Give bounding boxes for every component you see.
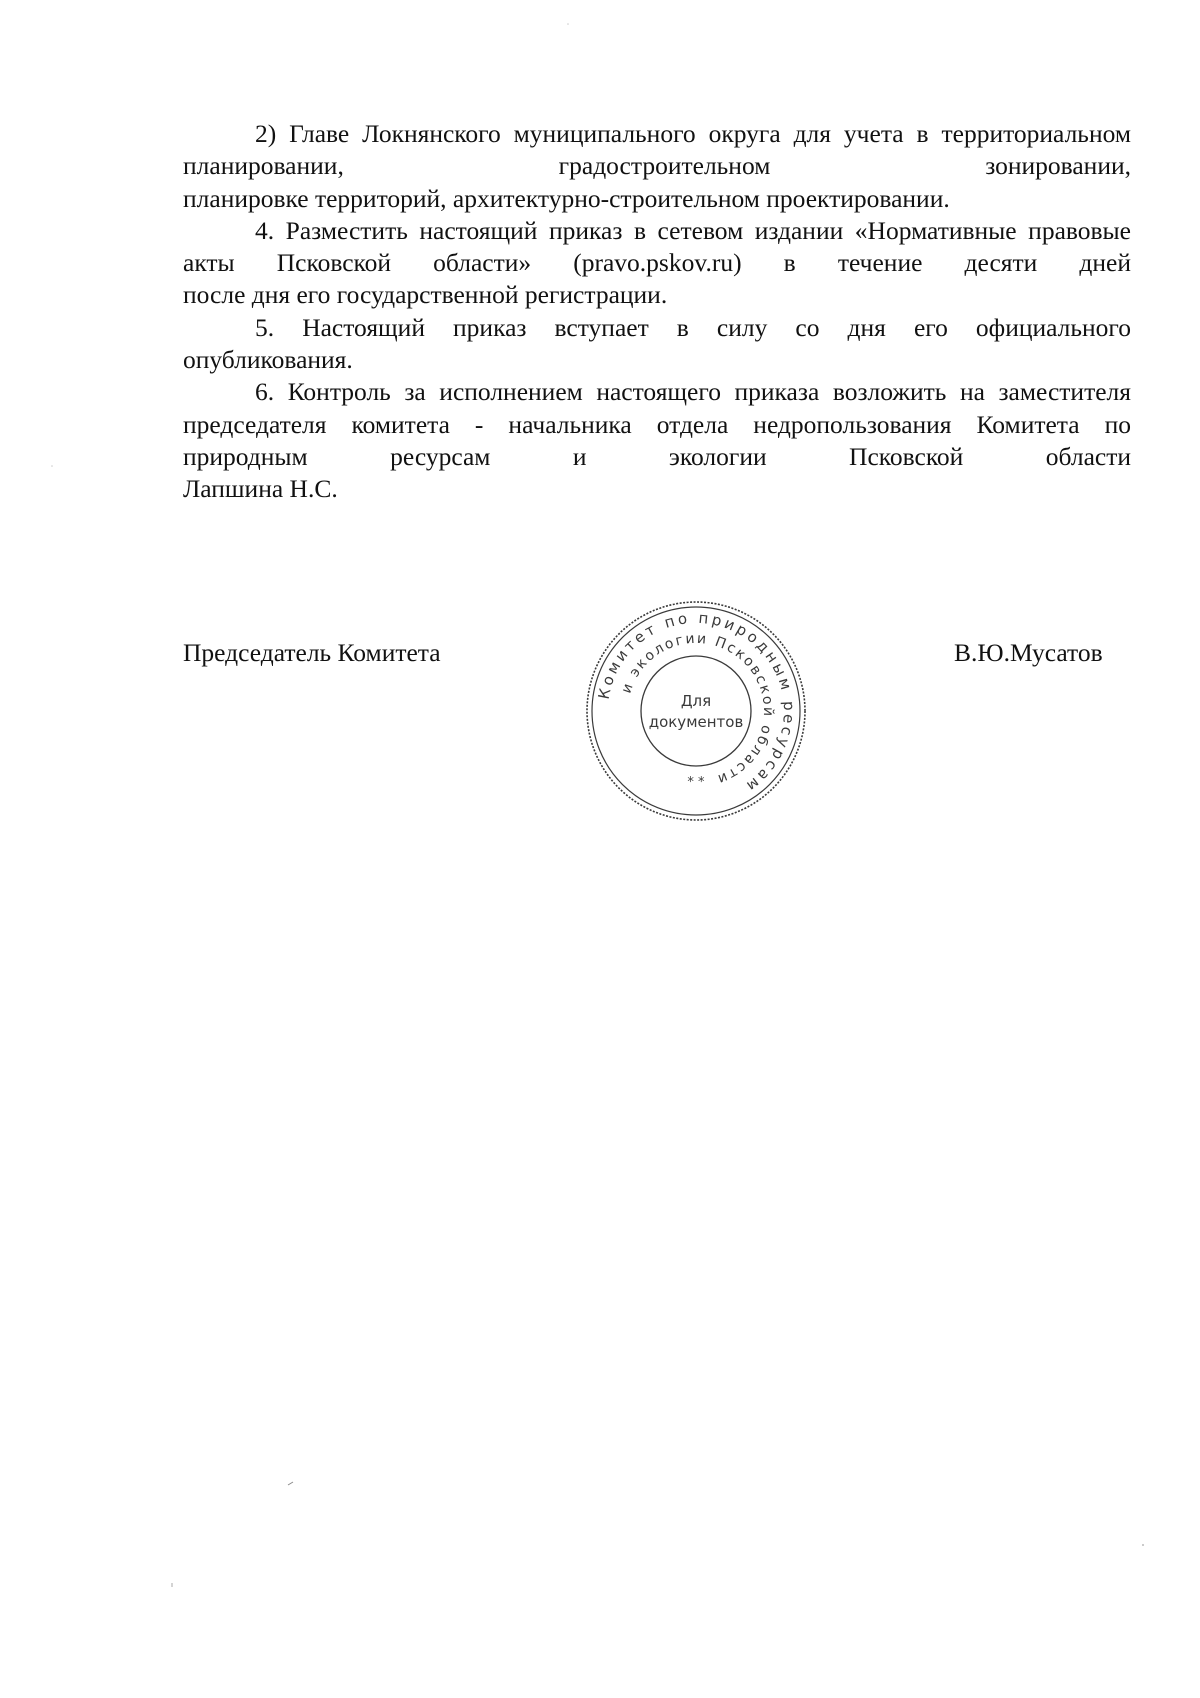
signatory-position: Председатель Комитета (183, 638, 441, 667)
paragraph-5-tail-text: опубликования. (183, 345, 353, 375)
paragraph-2-tail-text: планировке территорий, архитектурно-строительном проектировании. (183, 183, 950, 213)
signatory-name: В.Ю.Мусатов (954, 638, 1103, 667)
paragraph-5-main: 5. Настоящий приказ вступает в силу со дня его официального (255, 312, 1131, 342)
paragraph-6-tail-text: Лапшина Н.С. (183, 474, 338, 504)
paragraph-2-main: 2) Главе Локнянского муниципального округа для учета в территориальном планировании, градостроительном зонировании, (183, 119, 1131, 181)
stamp-stars: * * (687, 775, 705, 790)
stamp-outer-text: Комитет по природным ресурсам (594, 608, 799, 797)
paragraph-6-main: 6. Контроль за исполнением настоящего приказа возложить на заместителя председателя комитета - начальника отдела недропользования Комитета по природным ресурсам и экологии Псковской области (183, 377, 1131, 471)
stamp-center-line2: документов (648, 713, 744, 731)
paragraph-4-tail-text: после дня его государственной регистрации. (183, 280, 668, 310)
paragraph-4-main: 4. Разместить настоящий приказ в сетевом издании «Нормативные правовые акты Псковской области» (pravo.pskov.ru) в течение десяти дней (183, 215, 1131, 278)
stamp-inner-text: и экологии Псковской области (618, 630, 777, 788)
stamp-center-line1: Для (680, 692, 712, 710)
